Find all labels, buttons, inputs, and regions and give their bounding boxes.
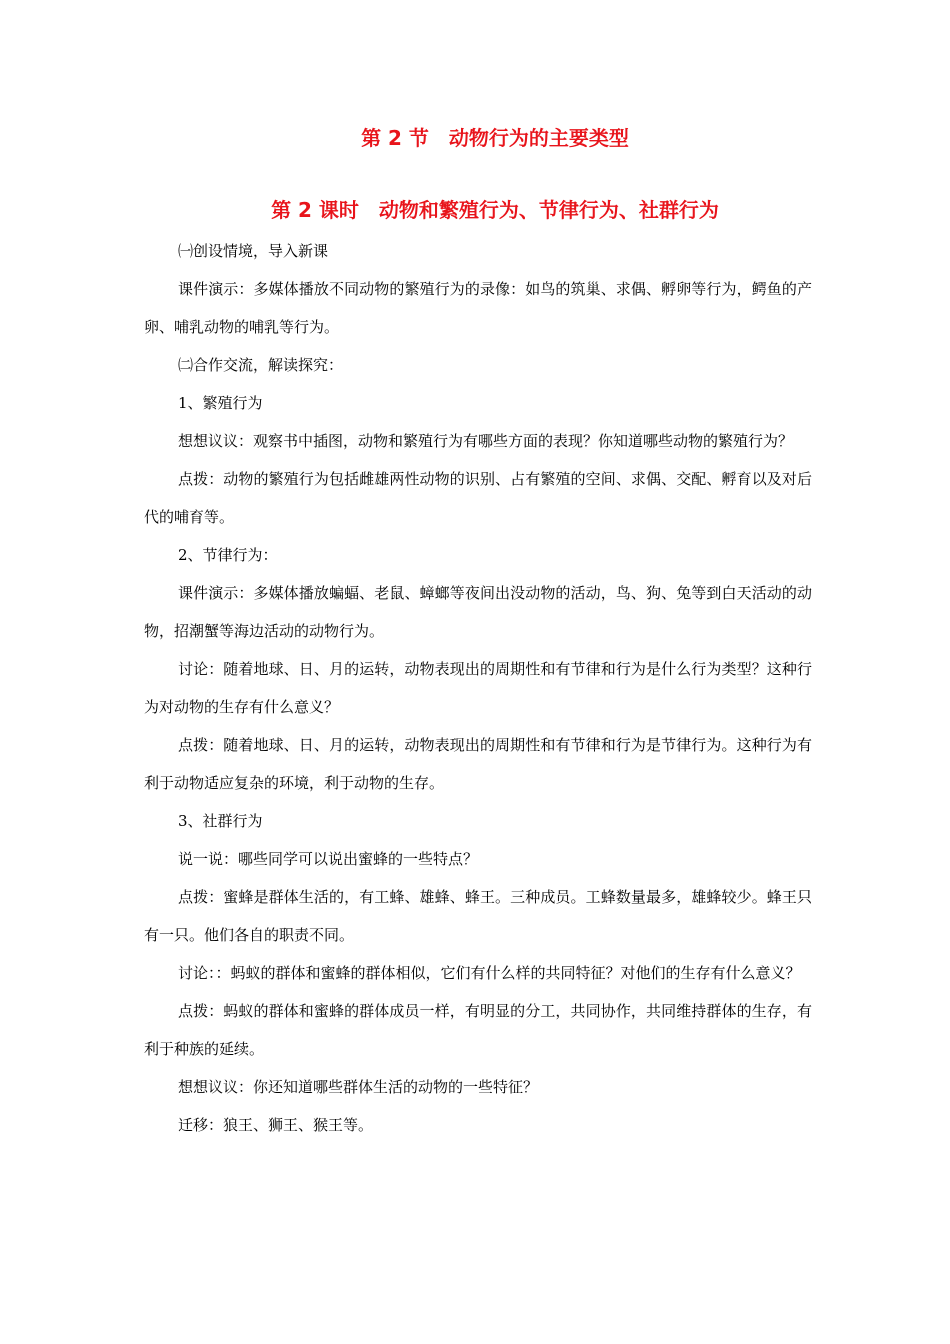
document-subtitle: 第 2 课时 动物和繁殖行为、节律行为、社群行为 (271, 198, 719, 222)
paragraph-subheading: 1、繁殖行为 (178, 394, 263, 412)
paragraph-intro-heading: ㈠创设情境，导入新课 (178, 242, 329, 260)
paragraph: 点拨：动物的繁殖行为包括雌雄两性动物的识别、占有繁殖的空间、求偶、交配、孵育以及对后代的哺育等。 (144, 470, 812, 526)
paragraph-subheading: 3、社群行为 (178, 812, 263, 830)
paragraph: 点拨：蜜蜂是群体生活的，有工蜂、雄蜂、蜂王。三种成员。工蜂数量最多，雄蜂较少。蜂王只有一只。他们各自的职责不同。 (144, 888, 812, 944)
paragraph: 讨论：：蚂蚁的群体和蜜蜂的群体相似，它们有什么样的共同特征？对他们的生存有什么意义？ (178, 964, 801, 982)
paragraph: 课件演示：多媒体播放蝙蝠、老鼠、蟑螂等夜间出没动物的活动，鸟、狗、兔等到白天活动的动物，招潮蟹等海边活动的动物行为。 (144, 584, 812, 640)
paragraph: 课件演示：多媒体播放不同动物的繁殖行为的录像：如鸟的筑巢、求偶、孵卵等行为，鳄鱼的产卵、哺乳动物的哺乳等行为。 (144, 280, 812, 336)
paragraph: 讨论：随着地球、日、月的运转，动物表现出的周期性和有节律和行为是什么行为类型？这种行为对动物的生存有什么意义？ (144, 660, 812, 716)
paragraph-subheading: 2、节律行为： (178, 546, 278, 564)
paragraph: 迁移：狼王、狮王、猴王等。 (178, 1116, 374, 1134)
paragraph: 说一说：哪些同学可以说出蜜蜂的一些特点？ (178, 850, 479, 868)
document-title: 第 2 节 动物行为的主要类型 (361, 126, 629, 150)
document-body (144, 232, 812, 1144)
paragraph: 想想议议：你还知道哪些群体生活的动物的一些特征？ (178, 1078, 539, 1096)
paragraph-section-heading: ㈡合作交流，解读探究： (178, 356, 344, 374)
paragraph: 想想议议：观察书中插图，动物和繁殖行为有哪些方面的表现？你知道哪些动物的繁殖行为？ (178, 432, 794, 450)
paragraph: 点拨：随着地球、日、月的运转，动物表现出的周期性和有节律和行为是节律行为。这种行为有利于动物适应复杂的环境，利于动物的生存。 (144, 736, 812, 792)
paragraph: 点拨：蚂蚁的群体和蜜蜂的群体成员一样，有明显的分工，共同协作，共同维持群体的生存，有利于种族的延续。 (144, 1002, 812, 1058)
